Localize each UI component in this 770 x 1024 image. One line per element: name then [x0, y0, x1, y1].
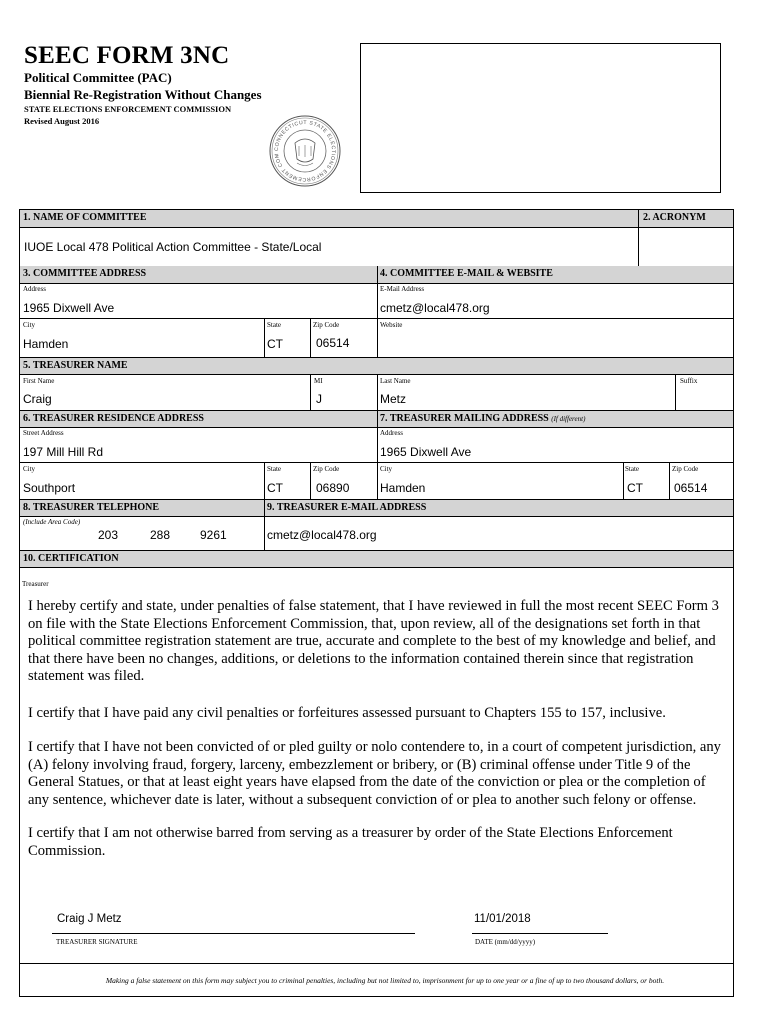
- committee-name-field[interactable]: IUOE Local 478 Political Action Committee - State/Local: [24, 240, 322, 254]
- treasurer-mailing-header-note: (If different): [551, 415, 586, 423]
- residence-zip-label: Zip Code: [313, 465, 340, 473]
- certification-paragraph-penalties: I certify that I have paid any civil penalties or forfeitures assessed pursuant to Chapters 155 to 157, inclusive.: [28, 705, 666, 721]
- residence-state-label: State: [267, 465, 281, 473]
- committee-state-label: State: [267, 321, 281, 329]
- signature-line: [52, 933, 415, 934]
- telephone-area-code-field[interactable]: 203: [98, 528, 119, 542]
- committee-address-label: Address: [23, 285, 46, 293]
- mailing-state-label: State: [625, 465, 639, 473]
- treasurer-mi-label: MI: [314, 377, 323, 385]
- mailing-address-label: Address: [380, 429, 403, 437]
- footnote-divider: [19, 963, 734, 964]
- residence-city-field[interactable]: Southport: [23, 481, 76, 495]
- committee-address-field[interactable]: 1965 Dixwell Ave: [23, 301, 115, 315]
- section-header-committee-email-website: 4. COMMITTEE E-MAIL & WEBSITE: [377, 266, 733, 284]
- treasurer-first-name-label: First Name: [23, 377, 55, 385]
- seal-lettering: CONNECTICUT STATE ELECTIONS ENFORCEMENT COM: [273, 119, 337, 183]
- certification-paragraph-barred: I certify that I am not otherwise barred from serving as a treasurer by order of the State Elections Enforcement Commission.: [28, 825, 673, 859]
- signature-label: TREASURER SIGNATURE: [56, 938, 138, 946]
- revision-date: Revised August 2016: [24, 116, 100, 126]
- mailing-city-field[interactable]: Hamden: [380, 481, 426, 495]
- section-header-treasurer-mailing: [377, 410, 733, 428]
- residence-street-field[interactable]: 197 Mill Hill Rd: [23, 445, 104, 459]
- section-header-treasurer-email: 9. TREASURER E-MAIL ADDRESS: [264, 499, 733, 517]
- date-line: [472, 933, 608, 934]
- treasurer-suffix-label: Suffix: [680, 377, 698, 385]
- state-seal-icon: [268, 113, 342, 189]
- section-header-committee-name: 1. NAME OF COMMITTEE: [20, 210, 638, 228]
- date-label: DATE (mm/dd/yyyy): [475, 938, 536, 946]
- committee-state-field[interactable]: CT: [267, 337, 283, 351]
- residence-city-label: City: [23, 465, 36, 473]
- section-header-acronym: 2. ACRONYM: [638, 210, 733, 228]
- section-header-treasurer-residence: 6. TREASURER RESIDENCE ADDRESS: [20, 410, 377, 428]
- treasurer-signature-field[interactable]: Craig J Metz: [57, 913, 122, 925]
- treasurer-email-field[interactable]: cmetz@local478.org: [267, 528, 377, 542]
- mailing-state-field[interactable]: CT: [627, 481, 643, 495]
- treasurer-last-name-field[interactable]: Metz: [380, 392, 407, 406]
- certification-paragraph-convictions: I certify that I have not been convicted of or pled guilty or nolo contendere to, in a court of competent jurisdiction, any (A) felony involving fraud, forgery, larceny, embezzlement or bribery, or (B) criminal offense under Title 9 of the General Statues, or that at least eight years have elapsed from the date of the conviction or plea or the completion of any sentence, whichever date is later, without a subsequent conviction of or plea to another such felony or offense.: [28, 739, 721, 808]
- treasurer-first-name-field[interactable]: Craig: [23, 392, 52, 406]
- committee-city-label: City: [23, 321, 36, 329]
- mailing-city-label: City: [380, 465, 393, 473]
- certification-role-label: Treasurer: [22, 580, 49, 588]
- treasurer-last-name-label: Last Name: [380, 377, 411, 385]
- mailing-zip-label: Zip Code: [672, 465, 699, 473]
- residence-zip-field[interactable]: 06890: [316, 481, 350, 495]
- mailing-address-field[interactable]: 1965 Dixwell Ave: [380, 445, 472, 459]
- treasurer-mailing-header-text: 7. TREASURER MAILING ADDRESS: [380, 413, 549, 424]
- section-header-certification: 10. CERTIFICATION: [20, 550, 733, 568]
- residence-state-field[interactable]: CT: [267, 481, 283, 495]
- residence-street-label: Street Address: [23, 429, 64, 437]
- agency-name: STATE ELECTIONS ENFORCEMENT COMMISSION: [24, 104, 232, 114]
- committee-email-field[interactable]: cmetz@local478.org: [380, 301, 490, 315]
- committee-zip-field[interactable]: 06514: [316, 336, 350, 350]
- section-header-treasurer-telephone: 8. TREASURER TELEPHONE: [20, 499, 264, 517]
- mailing-zip-field[interactable]: 06514: [674, 481, 708, 495]
- committee-zip-label: Zip Code: [313, 321, 340, 329]
- form-subtitle-filing-type: Biennial Re-Registration Without Changes: [24, 87, 262, 102]
- signature-date-field[interactable]: 11/01/2018: [474, 913, 531, 925]
- form-subtitle-committee-type: Political Committee (PAC): [24, 70, 172, 85]
- certification-paragraph-review: I hereby certify and state, under penalties of false statement, that I have reviewed in full the most recent SEEC Form 3 on file with the State Elections Enforcement Commission, that, upon review, all of the designations set forth in that political committee registration statement are true, accurate and complete to the best of my knowledge and belief, and that there have been no changes, additions, or deletions to the information contained therein since that registration statement was filed.: [28, 598, 719, 684]
- false-statement-warning: Making a false statement on this form may subject you to criminal penalties, including but not limited to, imprisonment for up to one year or a fine of up to two thousand dollars, or both.: [105, 976, 665, 985]
- committee-city-field[interactable]: Hamden: [23, 337, 69, 351]
- telephone-line-field[interactable]: 9261: [200, 528, 227, 542]
- section-header-committee-address: 3. COMMITTEE ADDRESS: [20, 266, 377, 284]
- committee-email-label: E-Mail Address: [380, 285, 425, 293]
- telephone-prefix-field[interactable]: 288: [150, 528, 171, 542]
- committee-website-label: Website: [380, 321, 403, 329]
- treasurer-mi-field[interactable]: J: [316, 392, 322, 406]
- office-use-stamp-box: [360, 43, 721, 193]
- form-title: SEEC FORM 3NC: [24, 42, 230, 69]
- telephone-area-code-note: (Include Area Code): [23, 518, 81, 526]
- section-header-treasurer-name: 5. TREASURER NAME: [20, 357, 733, 375]
